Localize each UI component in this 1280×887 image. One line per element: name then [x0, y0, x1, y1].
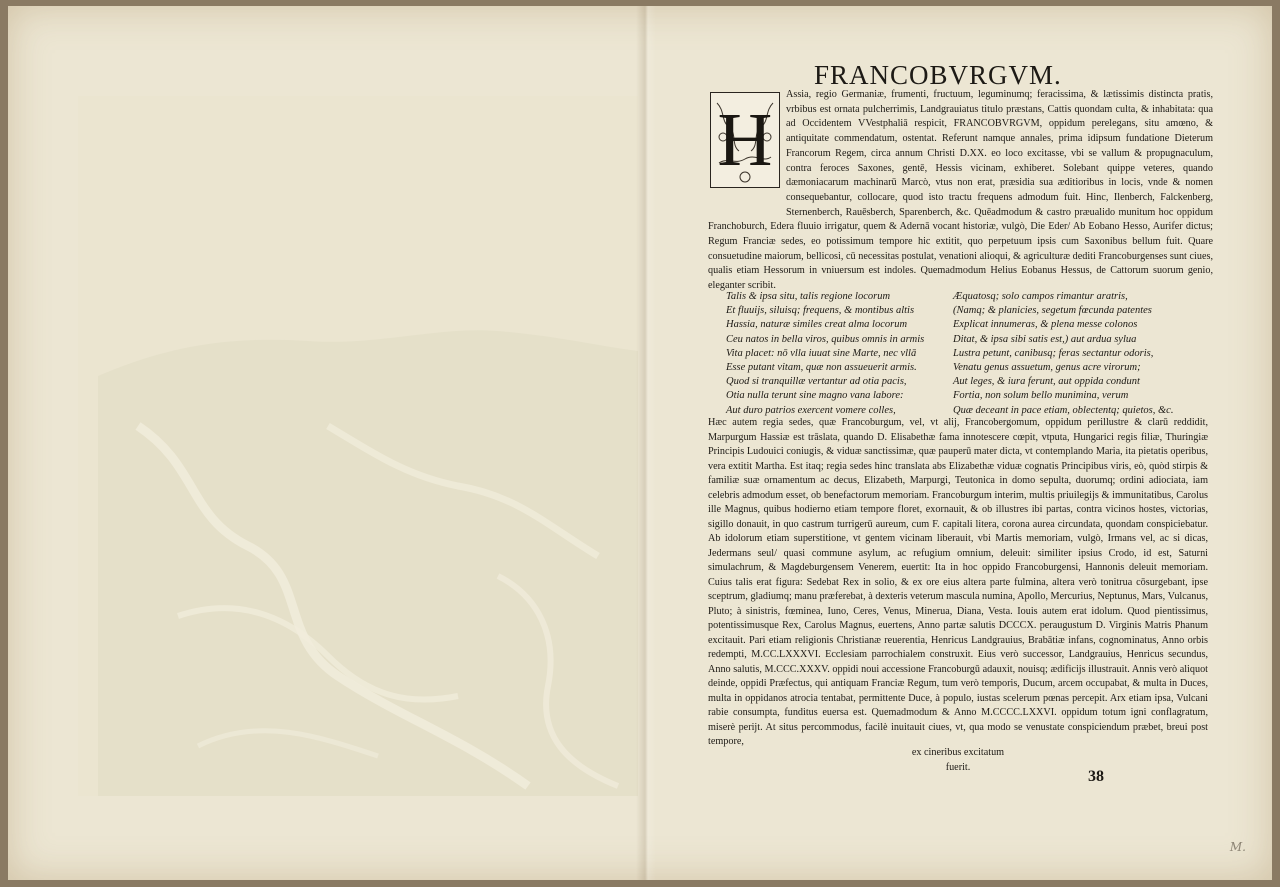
verse-line: Lustra petunt, canibusq; feras sectantur odoris, — [953, 347, 1154, 359]
text-page — [708, 56, 1218, 856]
verse-line: Talis & ipsa situ, talis regione locorum — [726, 291, 891, 302]
verse-line: Hassia, naturæ similes creat alma locorum — [726, 319, 908, 331]
verse-line: Esse putant vitam, quæ non assueuerit armis. — [726, 362, 917, 374]
verse-line: Vita placet: nō vlla iuuat sine Marte, nec vllā — [726, 347, 917, 359]
verse-line: Aut leges, & iura ferunt, aut oppida condunt — [953, 376, 1140, 388]
map-sheet-verso — [8, 6, 1272, 880]
verse-column-right — [953, 290, 1188, 418]
verse-line: Ceu natos in bella viros, quibus omnis in armis — [726, 333, 925, 345]
body-paragraph: Hæc autem regia sedes, quæ Francoburgum, vel, vt alij, Francobergomum, oppidum perillustre & clarū reddidit, Marpurgum Hassiæ est trāslata, quando D. Elisabethæ fama innotescere cœpit, vtputa, Hungarici regis filiæ, Thuringiæ Principis Ludouici coniugis, & viduæ sanctissimæ, quæ pauperū mater dicta, vt contemplando Maria, ita pietatis operibus, vera extitit Martha. Est itaq; regia sedes hinc translata abs Elizabethæ viduæ cognatis Principibus viris, eò, quòd stirpis & familiæ suæ ornamentum ac decus, Elizabeth, Marpurgi, Teutonica in domo sepulta, duorumq; ordini adiociata, iam celebris admodum esset, ob benefactorum memoriam. Francoburgum interim, multis priuilegijs & immunitatibus, Carolus ille Magnus, quibus hodierno etiam tempore floret, exornauit, & ob illustres ibi partas, contra vicinos hostes, victorias, sigillo donauit, in quo castrum turrigerū aureum, cum F. capitali litera, corona aurea circundata, quondam conspiciebatur. Ab idolorum etiam superstitione, vt gentem vicinam liberauit, vbi Martis memoriam, vulgò, Irmans vel, ac si dicas, Jedermans seul/ quasi commune asylum, ac refugium omnium, deleuit: similiter ipsius Crodo, id est, Saturni simulachrum, & Magdeburgensem Venerem, euertit: Ita in hoc oppido Francoburgensi, Hannonis deleuit memoriam. Cuius talis erat figura: Sedebat Rex in solio, & ex ore eius altera parte fulmina, altera verò tonitrua cōsurgebant, ipse sceptrum, gladiumq; manu præferebat, à dexteris veterum mascula numina, Apollo, Mercurius, Neptunus, Mars, Vulcanus, Pluto; à sinistris, fœminea, Iuno, Ceres, Venus, Minerua, Diana, Vesta. Iouis autem erat idolum. Quod pientissimus, potentissimusque Rex, Carolus Magnus, euertens, Anno partæ salutis DCCCX. peraugustum D. Virginis Matris Phanum excitauit. Pari etiam religionis Christianæ reuerentia, Henricus Landgrauius, Brabātiæ infans, cognominatus, Anno orbis redempti, M.CC.LXXXVI. Ecclesiam parrochialem construxit. Eius verò successor, Landgrauius, Henricus secundus, Anno salutis, M.CCC.XXXV. oppidi noui accessione Francoburgū adauxit, nouisq; ædificijs illustrauit. Annis verò aliquot deinde, oppidi Præfectus, qui antiquam Franciæ Regum, tum verò temporis, Ducum, arcem occupabat, & multa in Duces, multa in oppidanos atrocia tentabat, permittente Duce, à populo, iustas scelerum pœnas percepit. Arx etiam ipsa, Vulcani rabie consumpta, funditus euersa est. Quemadmodum & Anno M.CCCC.LXXVI. oppidum totum igni conflagratum, miserè perijt. At situs percommodus, facilè inuitauit ciues, vt, qua modo se venustate conspiciendum præbet, breui post tempore, — [708, 417, 1208, 747]
verse-line: Fortia, non solum bello munimina, verum — [953, 390, 1129, 402]
verse-line: Explicat innumeras, & plena messe colonos — [953, 319, 1138, 331]
initial-letter: H — [717, 97, 773, 182]
verse-column-left — [726, 290, 961, 418]
intro-paragraph — [708, 88, 1213, 294]
verse-line: (Namq; & planicies, segetum fœcunda patentes — [953, 305, 1152, 317]
page-number: 38 — [1088, 768, 1104, 785]
pencil-annotation: M. — [1229, 840, 1246, 854]
center-fold — [636, 6, 656, 880]
closing-lines — [708, 746, 1208, 775]
verse-line: Venatu genus assuetum, genus acre virorum; — [953, 362, 1141, 374]
closing-line: fuerit. — [945, 761, 971, 773]
verse-line: Aut duro patrios exercent vomere colles, — [726, 404, 896, 416]
map-show-through — [78, 96, 638, 796]
verse-line: Et fluuijs, siluisq; frequens, & montibus altis — [726, 305, 915, 317]
verse-line: Ditat, & ipsa sibi satis est,) aut ardua sylua — [953, 333, 1137, 345]
intro-text: Assia, regio Germaniæ, frumenti, fructuum, leguminumq; feracissima, & lætissimis distincta pratis, vrbibus est ornata pulcherrimis, Landgrauiatus titulo præstans, Cattis quondam culta, & inhabitata: qua ad Occidentem VVestphaliā respicit, FRANCOBVRGVM, oppidum perelegans, situ amœno, & antiquitate commendatum, ostentat. Referunt namque annales, prima idipsum fundatione Dieterum Francorum Regem, circa annum Christi D.XX. eo loco excitasse, vbi se vallum & propugnaculum, contra feroces Saxones, gentē, Hessis vicinam, exhiberet. Solebant quippe veteres, quando dæmoniacarum machinarū Marcò, vtus non erat, præsidia sua æditioribus in locis, vnde & nomen consequebantur, collocare, quod isto tractu frequens admodum fuit. Hinc, Ilenberch, Falckenberg, Sternenberch, Rauēsberch, Sparenberch, &c. Quēadmodum & castro præualido munitum hoc oppidum Franchoburch, Edera fluuio irrigatur, quem & Adernā vocant historiæ, vulgò, Die Eder/ Ab Eobano Hesso, Aurifer dictus; Regum Franciæ sedes, eo potissimum tempore hic extitit, quo perpetuum ipsis cum Saxonibus bellum fuit. Quare consuetudine maiorum, bellicosi, cū necessitas postulat, venationi alioqui, & agriculturæ dediti Francoburgenses sunt ciues, qualis etiam Hessorum in vniuersum est indoles. Quemadmodum Helius Eobanus Hessus, de Cattorum suorum genio, eleganter scribit. — [708, 89, 1213, 292]
verse-line: Quod si tranquillæ vertantur ad otia pacis, — [726, 376, 907, 388]
verse-line: Otia nulla terunt sine magno vana labore: — [726, 390, 904, 402]
initial-spacer — [708, 88, 786, 218]
page-title: FRANCOBVRGVM. — [814, 60, 1062, 90]
verse-line: Æquatosq; solo campos rimantur aratris, — [953, 291, 1128, 302]
verse-line: Quæ deceant in pace etiam, oblectentq; quietos, &c. — [953, 404, 1174, 416]
closing-line: ex cineribus excitatum — [911, 747, 1005, 758]
